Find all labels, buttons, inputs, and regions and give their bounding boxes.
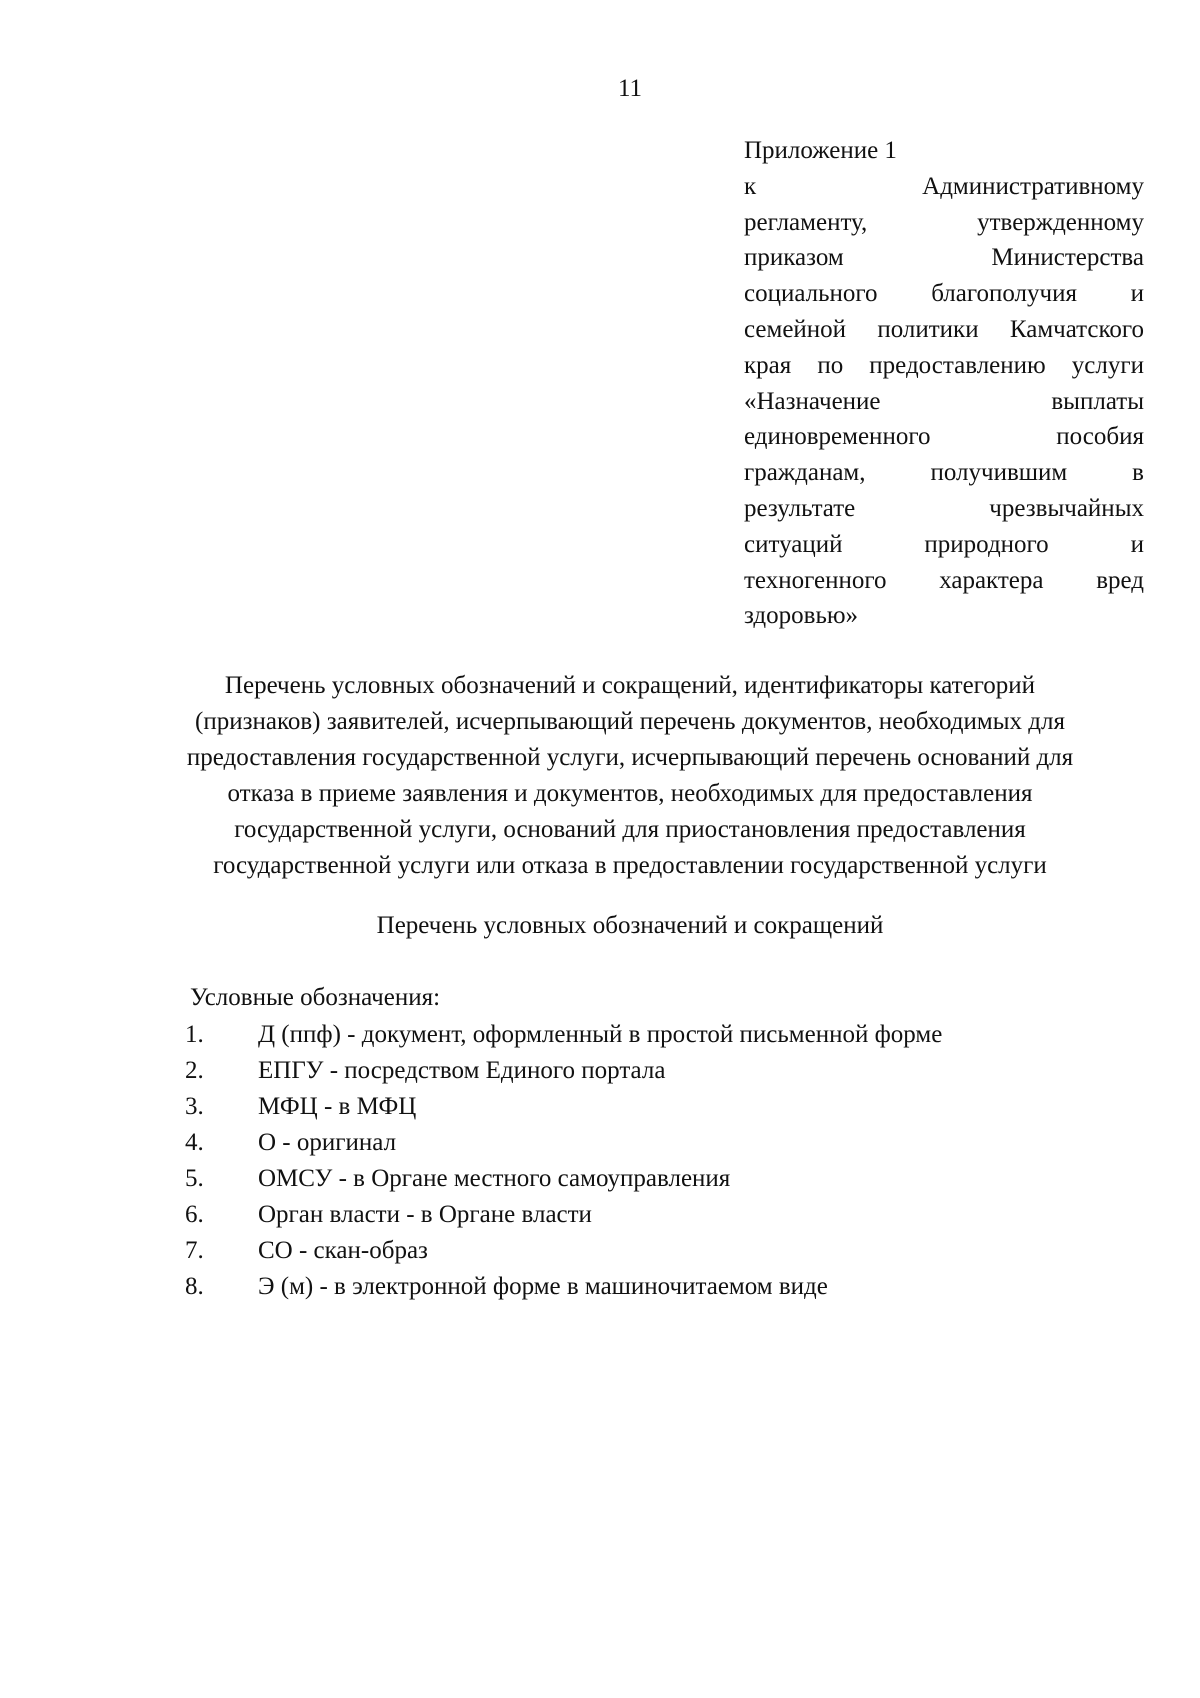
list-item-text: Орган власти - в Органе власти <box>258 1201 592 1228</box>
list-item <box>185 1233 942 1269</box>
list-item-text: О - оригинал <box>258 1129 397 1156</box>
list-item-number: 7. <box>185 1237 204 1264</box>
list-item <box>185 1053 942 1089</box>
appendix-line: единовременного пособия <box>744 423 1144 451</box>
document-title <box>110 668 1150 884</box>
list-item-number: 2. <box>185 1057 204 1084</box>
legend-list <box>185 1017 942 1305</box>
appendix-line: здоровью» <box>744 602 859 630</box>
title-line: отказа в приеме заявления и документов, необходимых для предоставления <box>227 780 1033 807</box>
appendix-line: техногенного характера вред <box>744 566 1144 594</box>
list-item <box>185 1161 942 1197</box>
list-item-number: 5. <box>185 1165 204 1192</box>
title-line: предоставления государственной услуги, исчерпывающий перечень оснований для <box>186 744 1074 771</box>
appendix-line: результате чрезвычайных <box>744 494 1144 522</box>
list-item <box>185 1089 942 1125</box>
title-line: Перечень условных обозначений и сокращений, идентификаторы категорий <box>224 672 1036 699</box>
appendix-line: семейной политики Камчатского <box>744 315 1144 343</box>
list-item-text: ЕПГУ - посредством Единого портала <box>258 1057 666 1084</box>
appendix-line: приказом Министерства <box>744 244 1144 272</box>
page-number: 11 <box>617 75 643 102</box>
title-line: государственной услуги, оснований для приостановления предоставления <box>234 816 1026 843</box>
appendix-line: гражданам, получившим в <box>744 459 1144 487</box>
appendix-line: ситуаций природного и <box>744 530 1144 558</box>
appendix-line: края по предоставлению услуги <box>744 351 1144 379</box>
list-item-number: 6. <box>185 1201 204 1228</box>
title-line: государственной услуги или отказа в предоставлении государственной услуги <box>213 852 1047 879</box>
list-item <box>185 1197 942 1233</box>
list-item-number: 3. <box>185 1093 204 1120</box>
list-item-text: Д (ппф) - документ, оформленный в простой письменной форме <box>258 1021 943 1048</box>
appendix-line: регламенту, утвержденному <box>744 208 1144 236</box>
list-item <box>185 1269 942 1305</box>
appendix-header <box>744 133 1144 634</box>
list-item <box>185 1125 942 1161</box>
title-line: (признаков) заявителей, исчерпывающий перечень документов, необходимых для <box>195 708 1065 735</box>
list-item-number: 1. <box>185 1021 204 1048</box>
list-item-text: СО - скан-образ <box>258 1237 428 1264</box>
appendix-line: социального благополучия и <box>744 280 1144 308</box>
list-item-text: ОМСУ - в Органе местного самоуправления <box>258 1165 731 1192</box>
list-item <box>185 1017 942 1053</box>
appendix-line: к Административному <box>744 172 1144 200</box>
legend-heading: Условные обозначения: <box>190 984 441 1011</box>
list-item-text: Э (м) - в электронной форме в машиночитаемом виде <box>258 1273 828 1300</box>
list-item-number: 8. <box>185 1273 204 1300</box>
list-item-text: МФЦ - в МФЦ <box>258 1093 417 1120</box>
list-item-number: 4. <box>185 1129 204 1156</box>
section-title: Перечень условных обозначений и сокращений <box>376 912 884 939</box>
appendix-line: «Назначение выплаты <box>744 387 1144 415</box>
appendix-line: Приложение 1 <box>744 137 897 164</box>
